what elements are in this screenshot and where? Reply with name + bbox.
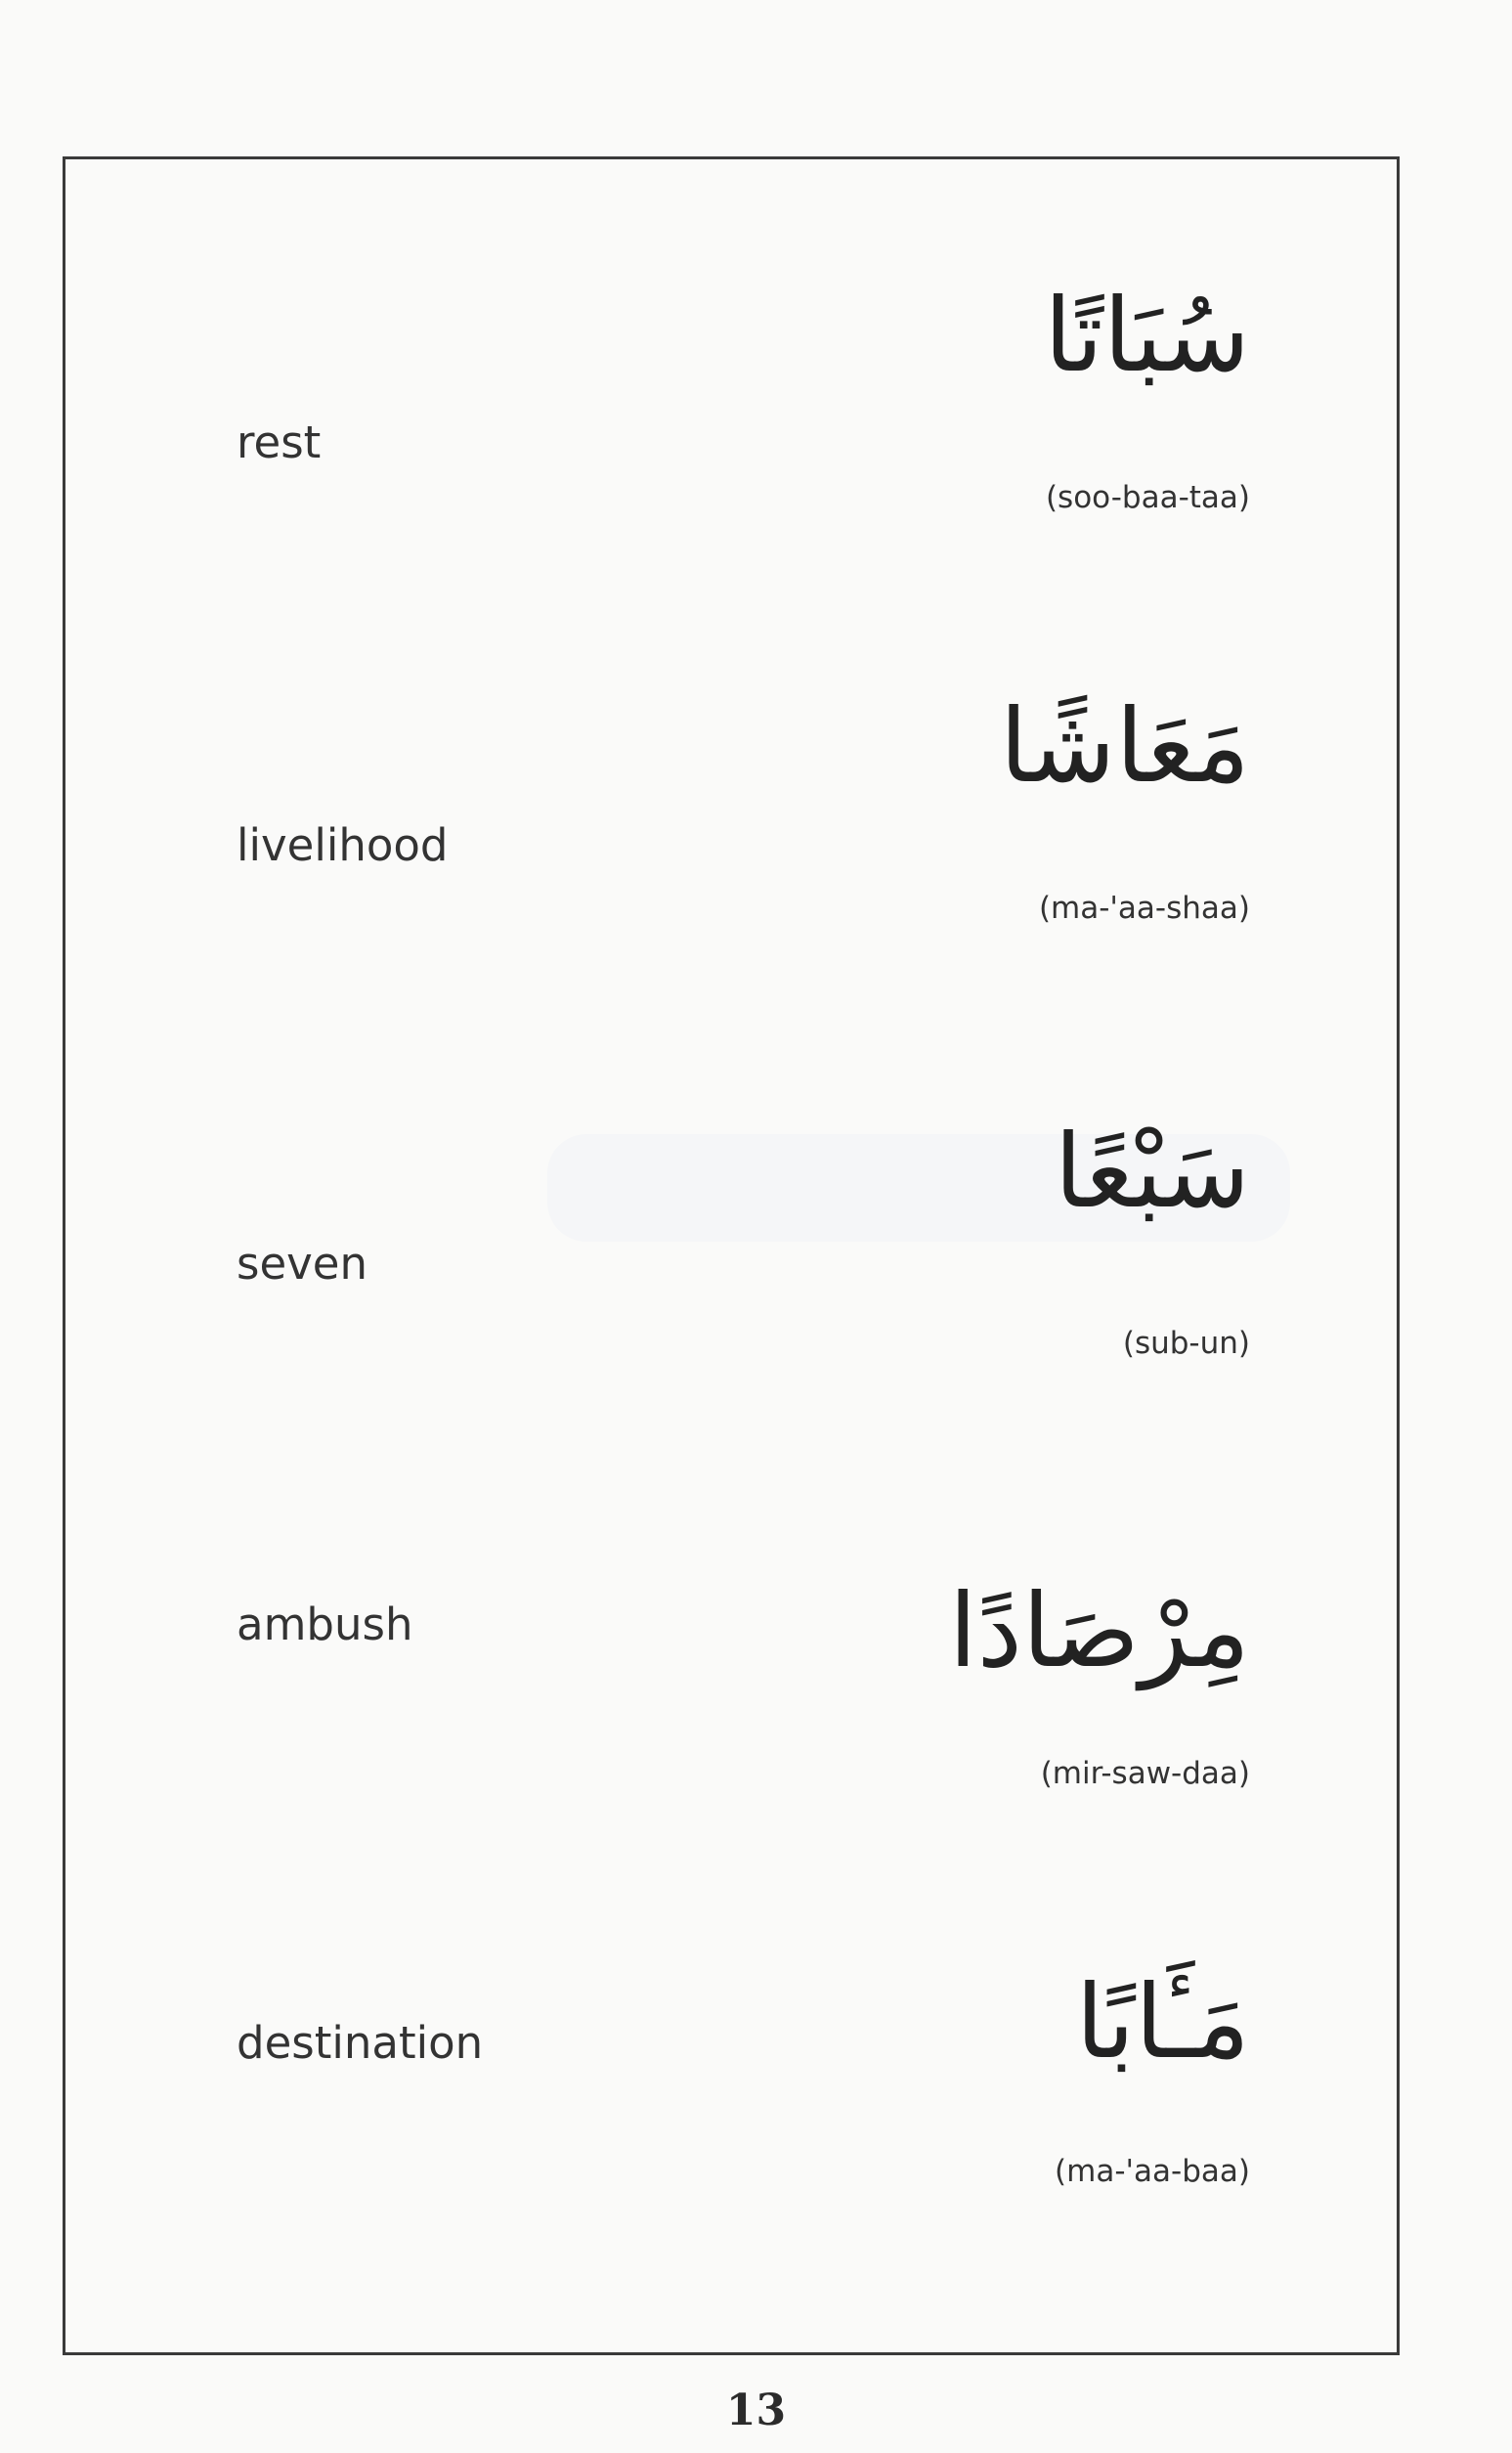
transliteration: (sub-un)	[1122, 1326, 1250, 1361]
arabic-word: سُبَاتًا	[1044, 276, 1250, 395]
english-word: rest	[237, 416, 322, 468]
arabic-word: مِرْصَادًا	[948, 1571, 1250, 1690]
page-number: 13	[725, 2386, 787, 2435]
transliteration: (soo-baa-taa)	[1045, 480, 1250, 515]
transliteration: (mir-saw-daa)	[1040, 1756, 1250, 1791]
english-word: destination	[237, 2017, 484, 2069]
english-word: livelihood	[237, 819, 449, 871]
arabic-word: مَعَاشًا	[999, 686, 1250, 806]
transliteration: (ma-'aa-shaa)	[1038, 891, 1250, 926]
arabic-word: مَـَٔابًا	[1075, 1962, 1250, 2081]
vocabulary-frame	[63, 156, 1400, 2355]
transliteration: (ma-'aa-baa)	[1055, 2154, 1250, 2189]
english-word: ambush	[237, 1599, 413, 1650]
arabic-word: سَبْعًا	[1054, 1112, 1250, 1231]
english-word: seven	[237, 1238, 367, 1290]
